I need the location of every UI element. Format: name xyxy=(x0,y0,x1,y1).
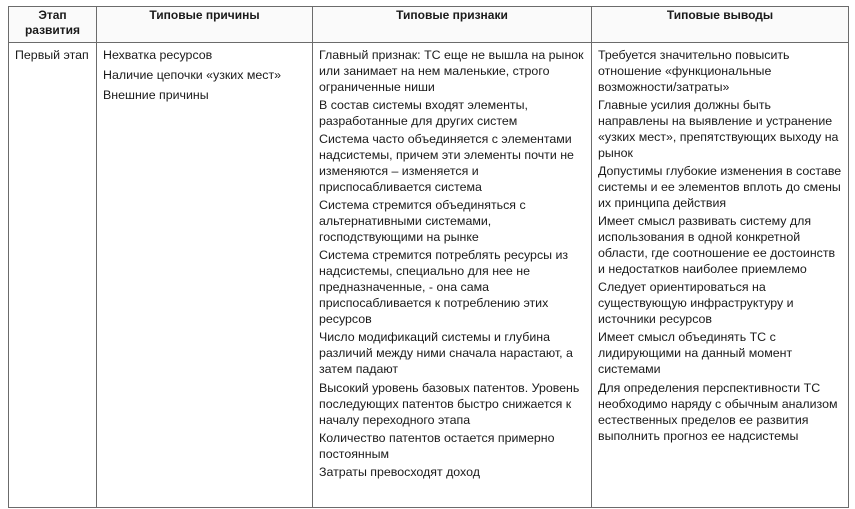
list-item: Внешние причины xyxy=(103,88,209,102)
table-row xyxy=(9,43,849,508)
header-outputs: Типовые выводы xyxy=(592,7,849,43)
stages-table xyxy=(8,6,849,508)
signs-list xyxy=(319,47,585,480)
list-item: Требуется значительно повысить отношение «функциональные возможности/затраты» xyxy=(598,48,790,94)
list-item: В состав системы входят элементы, разработанные для других систем xyxy=(319,98,528,129)
list-item: Система стремится объединяться с альтернативными системами, господствующими на рынке xyxy=(319,198,526,245)
list-item: Наличие цепочки «узких мест» xyxy=(103,68,282,82)
signs-cell xyxy=(313,43,592,508)
document xyxy=(8,6,848,508)
list-item: Система часто объединяется с элементами надсистемы, причем эти элементы почти не изменяются – изменяется и приспосабливается система xyxy=(319,132,574,195)
list-item: Количество патентов остается примерно постоянным xyxy=(319,430,555,461)
list-item: Нехватка ресурсов xyxy=(103,48,213,62)
outputs-cell xyxy=(592,43,849,508)
list-item: Следует ориентироваться на существующую инфраструктуру и источники ресурсов xyxy=(598,280,794,327)
stage-cell: Первый этап xyxy=(9,43,97,508)
header-stage: Этап развития xyxy=(9,7,97,43)
header-reasons: Типовые причины xyxy=(97,7,313,43)
outputs-list xyxy=(598,47,842,444)
list-item: Система стремится потреблять ресурсы из надсистемы, специально для нее не предназначенные, - она сама приспосабливается к потреблению этих ресурсов xyxy=(319,248,569,327)
list-item: Высокий уровень базовых патентов. Уровень последующих патентов быстро снижается к началу переходного этапа xyxy=(319,380,580,427)
list-item: Главные усилия должны быть направлены на выявление и устранение «узких мест», препятствующих выходу на рынок xyxy=(598,98,839,161)
list-item: Для определения перспективности ТС необходимо наряду с обычным анализом естественных пределов ее развития выполнить прогноз ее надсистемы xyxy=(598,380,838,443)
reasons-cell xyxy=(97,43,313,508)
header-signs: Типовые признаки xyxy=(313,7,592,43)
list-item: Число модификаций системы и глубина различий между ними сначала нарастают, а затем падают xyxy=(319,330,573,377)
reasons-list xyxy=(103,47,306,103)
list-item: Затраты превосходят доход xyxy=(319,464,480,479)
list-item: Главный признак: ТС еще не вышла на рынок или занимает на нем маленькие, строго ограниченные ниши xyxy=(319,48,584,94)
list-item: Имеет смысл объединять ТС с лидирующими на данный момент системами xyxy=(598,330,793,377)
list-item: Допустимы глубокие изменения в составе системы и ее элементов вплоть до смены их принципа действия xyxy=(598,164,842,211)
header-row xyxy=(9,7,849,43)
list-item: Имеет смысл развивать систему для использования в одной конкретной области, где соотношение ее достоинств и недостатков наиболее приемлемо xyxy=(598,214,836,277)
